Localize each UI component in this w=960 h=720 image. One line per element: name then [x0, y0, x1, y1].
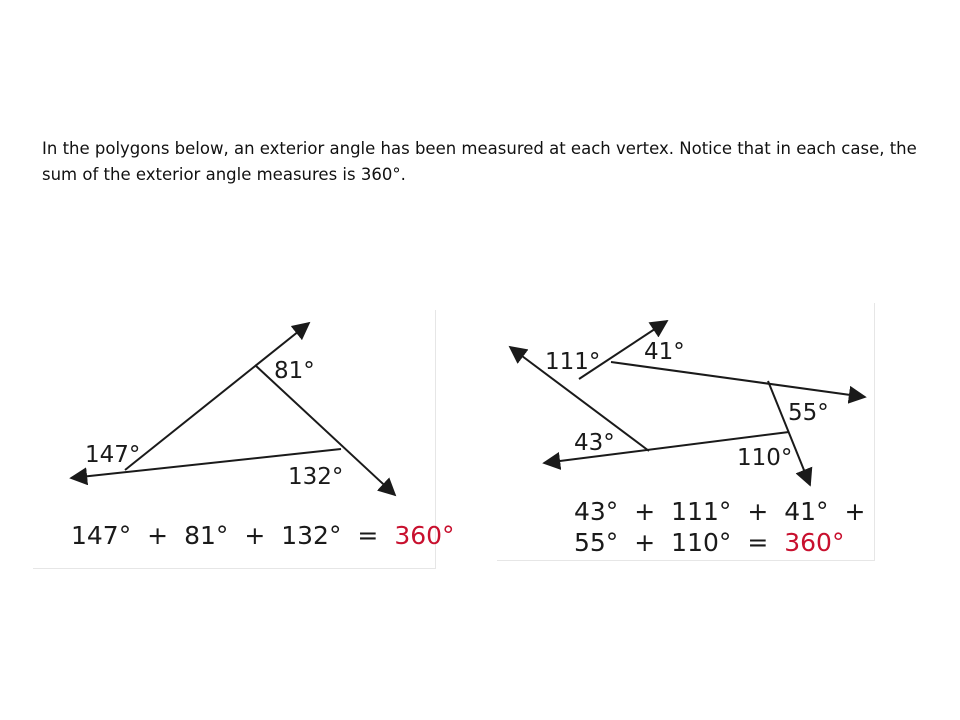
eq-result: 360°: [784, 528, 845, 557]
triangle-diagram: [33, 310, 455, 568]
triangle-equation: [71, 521, 455, 550]
angle-label-132: 132°: [288, 464, 344, 490]
eq-op: +: [147, 521, 169, 550]
quad-equation-line2: [574, 528, 844, 557]
eq-op: +: [844, 497, 866, 526]
angle-label-81: 81°: [274, 358, 315, 384]
angle-label-55: 55°: [788, 400, 829, 426]
quadrilateral-figure: [497, 303, 875, 561]
intro-text: In the polygons below, an exterior angle has been measured at each vertex. Notice that in each case, the sum of the exterior angle measures is 360°.: [42, 139, 917, 184]
quadrilateral-diagram: [497, 303, 874, 560]
angle-label-110: 110°: [737, 445, 793, 471]
eq-term: 111°: [671, 497, 732, 526]
eq-op: +: [634, 528, 656, 557]
triangle-figure: [33, 310, 455, 569]
eq-term: 43°: [574, 497, 619, 526]
eq-op: =: [747, 528, 769, 557]
eq-term: 110°: [671, 528, 732, 557]
eq-op: =: [357, 521, 379, 550]
angle-label-43: 43°: [574, 430, 615, 456]
eq-term: 147°: [71, 521, 132, 550]
angle-label-147: 147°: [85, 442, 141, 468]
eq-term: 81°: [184, 521, 229, 550]
eq-op: +: [244, 521, 266, 550]
quad-equation-line1: [574, 497, 865, 526]
eq-term: 132°: [281, 521, 342, 550]
angle-label-41: 41°: [644, 339, 685, 365]
eq-term: 55°: [574, 528, 619, 557]
angle-label-111: 111°: [545, 349, 601, 375]
eq-op: +: [747, 497, 769, 526]
triangle-side-ab: [125, 323, 309, 470]
eq-term: 41°: [784, 497, 829, 526]
eq-op: +: [634, 497, 656, 526]
quad-side-2: [611, 362, 865, 397]
eq-result: 360°: [394, 521, 455, 550]
